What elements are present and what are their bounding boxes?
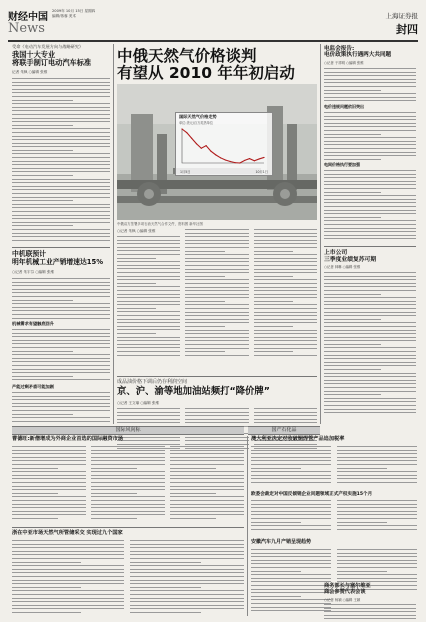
bottom-col-rule [247, 436, 248, 616]
masthead-date: 2009年 10月 15日 星期四 [52, 9, 96, 13]
chart-point-7 [215, 154, 216, 155]
right-item2-byline: ○记者 林琳 ○编辑 张维 [324, 265, 361, 269]
left-top-kicker: 受命《电动汽车发展方向与战略研究》 [12, 44, 84, 49]
bottom-left-divider [12, 527, 244, 528]
chart-subtitle: 单位:美元/百万英热单位 [179, 121, 214, 125]
chart-axes [182, 129, 264, 163]
main-title [117, 48, 317, 82]
chart-point-16 [259, 158, 260, 159]
masthead-editor: 编辑/蒋蓉 美术 [52, 14, 76, 18]
bottom-banner-right: 国产石化品 [248, 426, 320, 435]
main-divider [117, 376, 317, 377]
bottom-col1-body-a [12, 446, 86, 521]
bottom-col1-body-e [130, 540, 244, 615]
masthead-logo: 财经中国 [8, 12, 48, 23]
chart-point-0 [181, 128, 182, 129]
right-item2-body [324, 272, 416, 416]
chart-point-8 [220, 157, 221, 158]
col-rule-left [113, 44, 114, 424]
price-line-chart [179, 126, 267, 166]
main-title-line2: 有望从 2010 年年初启动 [117, 64, 295, 82]
main-photo [117, 84, 317, 220]
left-mid-sub1: 机械需求有望触底回升 [12, 321, 54, 326]
right-item3-title-line2: 商会参赞代表会谈 [324, 588, 366, 595]
bottom-col2-sub2: 安徽汽车九月产销呈现趋势 [251, 539, 312, 545]
chart-point-1 [186, 132, 187, 133]
right-item3-title [324, 584, 416, 596]
right-item1-title-line1: 电监会报告: [324, 46, 355, 52]
bottom-col2-body-d [337, 500, 417, 532]
main-body-col1 [117, 236, 180, 358]
masthead-section: News [8, 21, 45, 36]
right-item1-body-c [324, 170, 416, 242]
chart-point-11 [234, 162, 235, 163]
chart-point-14 [249, 158, 250, 159]
masthead [8, 8, 418, 38]
chart-point-17 [263, 157, 264, 158]
chart-series-line [182, 129, 264, 163]
left-divider [12, 247, 110, 248]
left-mid-title-line2: 明年机械工业产销增速达15% [12, 257, 104, 266]
left-mid-body-b [12, 329, 110, 383]
chart-point-10 [230, 161, 231, 162]
left-top-title-line1: 我国十大专业 [12, 50, 56, 59]
main-body-col2 [185, 229, 249, 358]
chart-point-4 [201, 148, 202, 149]
right-item2-title-line1: 上市公司 [324, 250, 348, 256]
secondary-byline: ○记者 王文瑜 ○编辑 张维 [117, 401, 160, 405]
bottom-col2-sub: 欧委会裁定对中国反倾销企业问题领域正式产权实施15个月 [251, 492, 373, 497]
left-mid-body-c [12, 392, 110, 424]
chart-point-15 [254, 160, 255, 161]
right-item1-byline: ○记者 于祥明 ○编辑 张维 [324, 61, 364, 65]
right-item2-title-line2: 三季度业绩复苏可期 [324, 256, 377, 263]
right-item1-sub1: 电价违规问题依旧突出 [324, 104, 364, 109]
secondary-kicker: 成品油价格下调后仍存利润空间 [117, 379, 188, 385]
bottom-col2-body-c [251, 500, 331, 532]
left-mid-body-a [12, 278, 110, 321]
right-item1-sub2: 电网价格执行要加强 [324, 162, 360, 167]
chart-panel [175, 112, 273, 176]
bottom-col1-body-d [12, 540, 124, 615]
left-mid-byline: ○记者 朱宇芬 ○编辑 张维 [12, 270, 55, 274]
right-item1-body-a [324, 68, 416, 104]
bottom-col1-body-c [170, 446, 244, 521]
left-mid-title [12, 251, 110, 267]
chart-point-3 [196, 143, 197, 144]
left-top-body [12, 78, 110, 243]
right-item3-body [324, 604, 416, 622]
chart-point-5 [206, 145, 207, 146]
masthead-rule [8, 40, 418, 42]
chart-point-12 [239, 162, 240, 163]
bottom-col1-sub: 浙在中亚市场天然气所管储采交 实现过九个国家 [12, 530, 123, 536]
bottom-col1-title: 曹德旺:新僧增成为外商企业首选的国际融资市场 [12, 436, 124, 442]
chart-x-tick-end: 10月1日 [255, 170, 268, 174]
main-photo-caption: 中俄双方签署多项石油天然气合作文件，资料图 新华社图 [117, 222, 203, 226]
left-mid-sub2: 产能过剩矛盾可能加剧 [12, 384, 54, 389]
secondary-title: 京、沪、渝等地加油站频打“降价牌” [117, 386, 270, 397]
bottom-col2-body-b [337, 446, 417, 486]
right-item3-byline: ○记者 杨颖 ○编辑 王颖 [324, 598, 361, 602]
main-byline: ○记者 朱枫 ○编辑 张维 [117, 229, 156, 233]
bottom-col2-title: 澳大利亚决定对收破铜焊管产品追加税率 [251, 436, 345, 442]
right-item1-title [324, 46, 416, 59]
left-top-title-line2: 将联手制订电动汽车标准 [12, 58, 92, 68]
chart-point-9 [225, 159, 226, 160]
right-item1-body-b [324, 112, 416, 162]
bottom-col1-body-b [91, 446, 165, 521]
bottom-banner-left: 国际风向标 [12, 426, 244, 435]
left-top-byline: 记者 朱枫 ○编辑 张维 [12, 70, 48, 74]
chart-point-6 [210, 151, 211, 152]
right-divider-1 [324, 246, 416, 247]
left-mid-title-line1: 中机联预计 [12, 250, 46, 258]
left-top-title [12, 51, 110, 68]
bottom-col2-body-e [251, 549, 331, 614]
col-rule-right [320, 44, 321, 424]
right-item2-title [324, 250, 416, 263]
bottom-col2-body-a [251, 446, 331, 486]
chart-title: 国际天然气价格走势 [179, 114, 217, 119]
right-item3-title-line1: 商务部长与塞尔维亚 [324, 583, 371, 589]
right-item1-title-line2: 电价政策执行遇两大共同题 [324, 52, 392, 59]
masthead-page-label: 封四 [396, 23, 418, 36]
main-title-line1: 中俄天然气价格谈判 [117, 47, 257, 65]
masthead-paper-name: 上海证券报 [385, 12, 418, 20]
chart-point-2 [191, 138, 192, 139]
chart-point-13 [244, 160, 245, 161]
main-body-col3 [254, 229, 317, 358]
chart-x-tick-start: 1月5日 [180, 170, 191, 174]
